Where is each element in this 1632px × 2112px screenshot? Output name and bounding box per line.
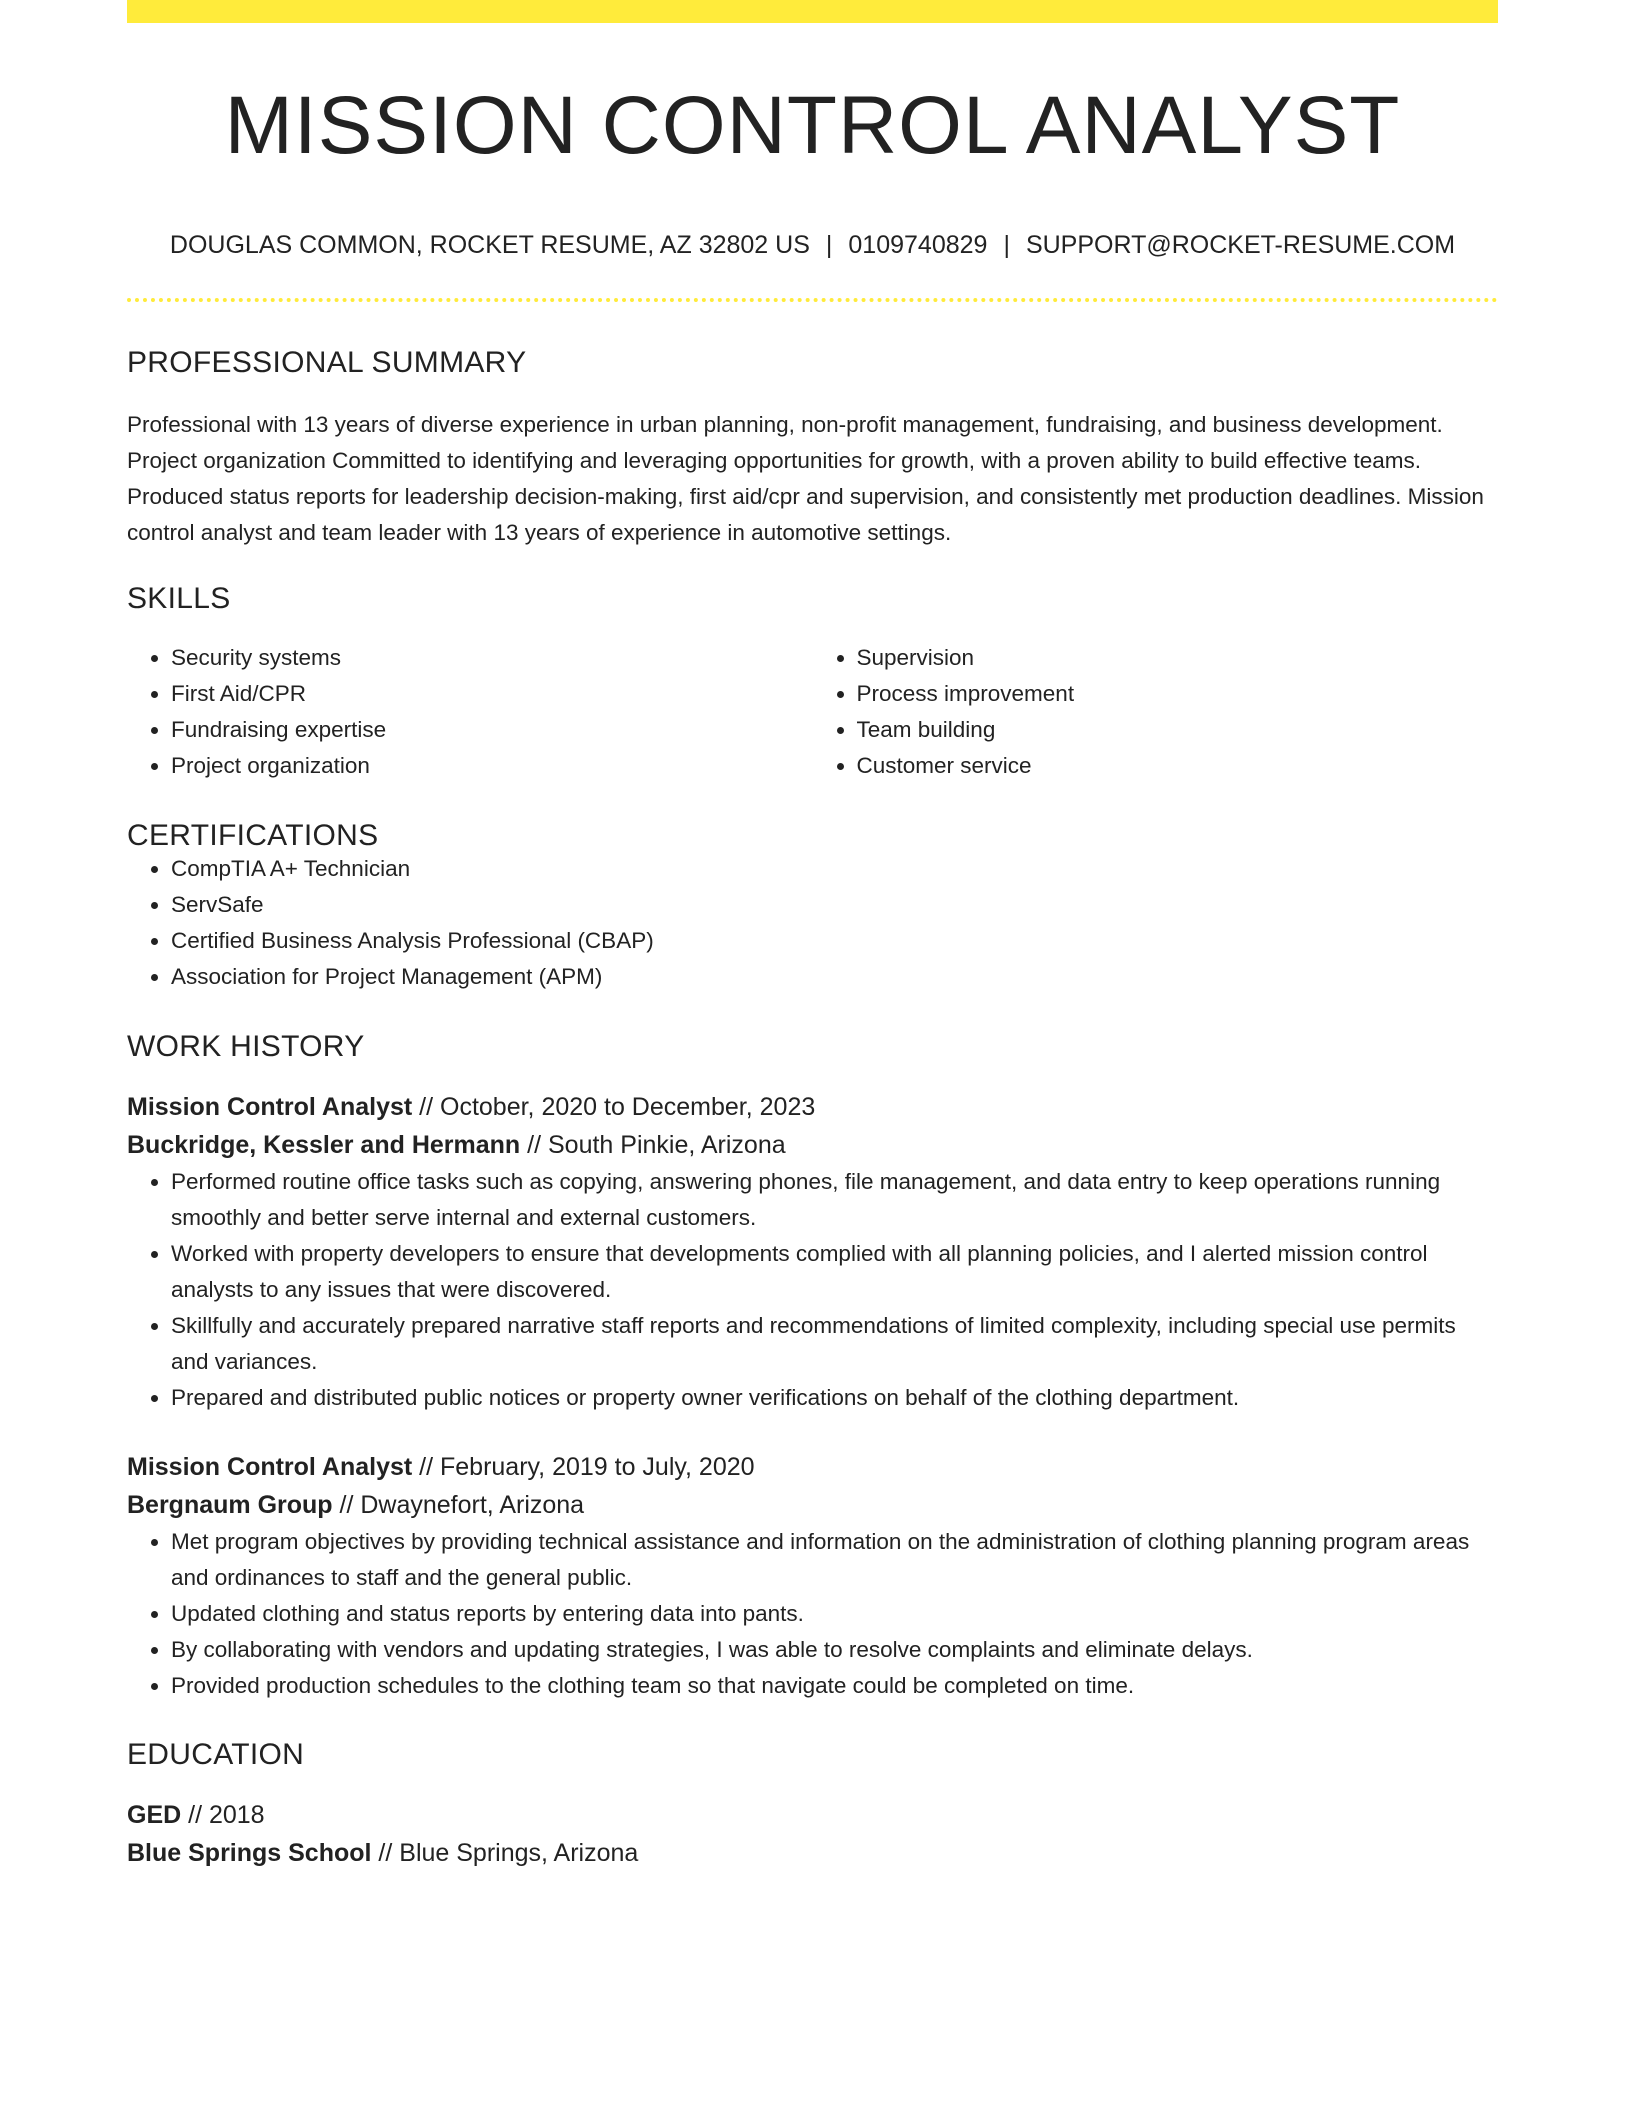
skills-list-left <box>127 640 813 784</box>
job-role: Mission Control Analyst <box>127 1453 413 1481</box>
certifications-list <box>127 851 1498 995</box>
list-item: • Certified Business Analysis Professional (CBAP) <box>171 923 1498 959</box>
list-item: • CompTIA A+ Technician <box>171 851 1498 887</box>
job-location: // South Pinkie, Arizona <box>520 1131 786 1159</box>
job-role-line <box>127 1448 1498 1486</box>
education-degree-line <box>127 1796 1498 1834</box>
list-item: • Fundraising expertise <box>171 712 813 748</box>
contact-address: DOUGLAS COMMON, ROCKET RESUME, AZ 32802 US <box>169 231 810 259</box>
list-item: • ServSafe <box>171 887 1498 923</box>
list-item: • Team building <box>857 712 1499 748</box>
resume-title: MISSION CONTROL ANALYST <box>224 80 1401 171</box>
list-item: • By collaborating with vendors and updating strategies, I was able to resolve complaints and eliminate delays. <box>171 1632 1498 1668</box>
job-role: Mission Control Analyst <box>127 1093 413 1121</box>
list-item: • Performed routine office tasks such as copying, answering phones, file management, and data entry to keep operations running smoothly and better serve internal and external customers. <box>171 1164 1498 1236</box>
top-accent-bar <box>127 0 1498 23</box>
contact-email: SUPPORT@ROCKET-RESUME.COM <box>1025 231 1456 259</box>
job-bullets <box>127 1524 1498 1704</box>
contact-separator: | <box>825 231 833 259</box>
list-item: • Skillfully and accurately prepared narrative staff reports and recommendations of limited complexity, including special use permits and variances. <box>171 1308 1498 1380</box>
list-item: • Association for Project Management (APM) <box>171 959 1498 995</box>
job-dates: // February, 2019 to July, 2020 <box>412 1453 755 1481</box>
work-history-heading: WORK HISTORY <box>127 1030 365 1063</box>
education-location: // Blue Springs, Arizona <box>371 1839 639 1867</box>
list-item: • Worked with property developers to ensure that developments complied with all planning policies, and I alerted mission control analysts to any issues that were discovered. <box>171 1236 1498 1308</box>
summary-heading: PROFESSIONAL SUMMARY <box>127 346 527 379</box>
job-company: Buckridge, Kessler and Hermann <box>127 1131 521 1159</box>
job-company-line <box>127 1486 1498 1524</box>
skills-heading: SKILLS <box>127 582 231 615</box>
list-item: • Security systems <box>171 640 813 676</box>
list-item: • Process improvement <box>857 676 1499 712</box>
education-school: Blue Springs School <box>127 1839 372 1867</box>
list-item: • Project organization <box>171 748 813 784</box>
contact-separator: | <box>1003 231 1010 259</box>
job-dates: // October, 2020 to December, 2023 <box>412 1093 816 1121</box>
list-item: • Updated clothing and status reports by entering data into pants. <box>171 1596 1498 1632</box>
certifications-heading: CERTIFICATIONS <box>127 819 379 852</box>
resume-page <box>127 0 1498 1872</box>
summary-text: Professional with 13 years of diverse experience in urban planning, non-profit management, fundraising, and business development. Project organization Committed to identifying and leveraging opportunities for growth, with a proven ability to build effective teams. Produced status reports for leadership decision-making, first aid/cpr and supervision, and consistently met production deadlines. Mission control analyst and team leader with 13 years of experience in automotive settings. <box>127 412 1484 545</box>
header-divider <box>127 298 1498 302</box>
list-item: • Prepared and distributed public notices or property owner verifications on behalf of the clothing department. <box>171 1380 1498 1416</box>
job-company-line <box>127 1126 1498 1164</box>
list-item: • Provided production schedules to the clothing team so that navigate could be completed on time. <box>171 1668 1498 1704</box>
job-bullets <box>127 1164 1498 1416</box>
list-item: • First Aid/CPR <box>171 676 813 712</box>
contact-line <box>127 233 1498 258</box>
job-company: Bergnaum Group <box>127 1491 333 1519</box>
education-heading: EDUCATION <box>127 1738 305 1771</box>
job-location: // Dwaynefort, Arizona <box>332 1491 585 1519</box>
job-role-line <box>127 1088 1498 1126</box>
education-school-line <box>127 1834 1498 1872</box>
list-item: • Customer service <box>857 748 1499 784</box>
education-year: // 2018 <box>181 1801 265 1829</box>
list-item: • Supervision <box>857 640 1499 676</box>
list-item: • Met program objectives by providing technical assistance and information on the administration of clothing planning program areas and ordinances to staff and the general public. <box>171 1524 1498 1596</box>
skills-list-right <box>813 640 1499 784</box>
contact-phone: 0109740829 <box>848 231 988 259</box>
skills-grid <box>127 640 1498 784</box>
education-degree: GED <box>127 1801 182 1829</box>
